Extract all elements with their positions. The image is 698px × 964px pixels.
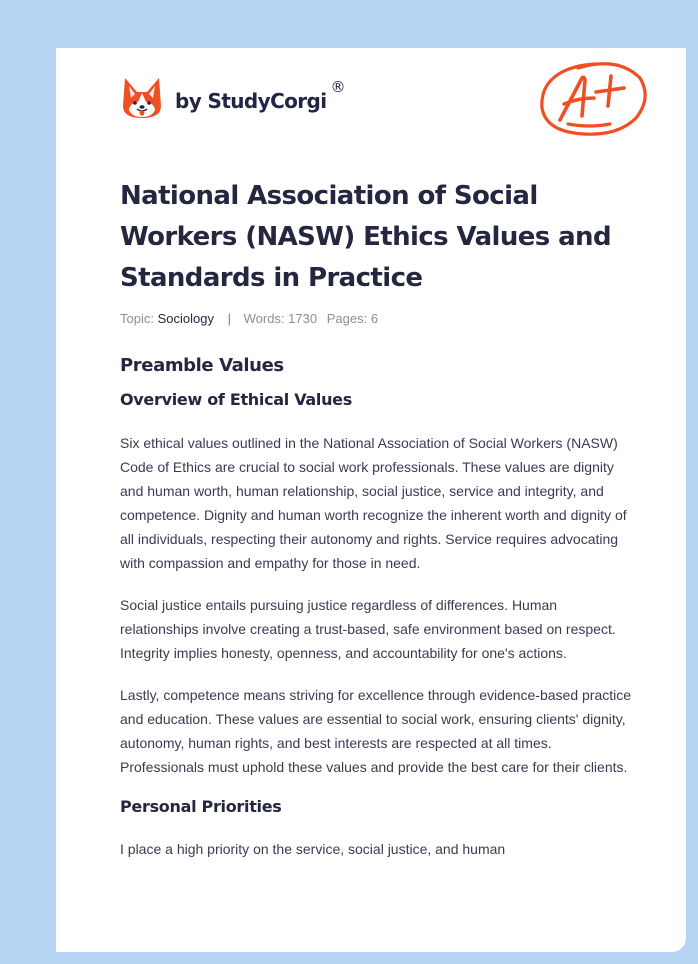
registered-mark: ® (330, 78, 346, 96)
paragraph: Six ethical values outlined in the National Association of Social Workers (NASW) Code of Ethics are crucial to social work professionals. These values are dignity and human worth, human relationship, social justice, service and integrity, and competence. Dignity and human worth recognize the inherent worth and dignity of all individuals, respecting their autonomy and rights. Service requires advocating with compassion and empathy for those in need. (120, 435, 627, 571)
document-meta (120, 311, 378, 326)
words-label: Words: (243, 311, 285, 326)
pages-count: 6 (370, 311, 379, 326)
a-plus-grade-icon (538, 58, 650, 140)
pages-label: Pages: (326, 311, 368, 326)
section-heading: Preamble Values (120, 355, 284, 376)
subsection-heading: Overview of Ethical Values (120, 390, 352, 409)
paragraph: I place a high priority on the service, social justice, and human (120, 841, 506, 857)
topic-label: Topic: (120, 311, 154, 326)
subsection-heading: Personal Priorities (120, 797, 282, 816)
meta-separator: | (227, 311, 231, 326)
paragraph: Social justice entails pursuing justice regardless of differences. Human relationships involve creating a trust-based, safe environment based on respect. Integrity implies honesty, openness, and accountability for one's actions. (120, 597, 616, 661)
corgi-icon (122, 76, 162, 120)
studycorgi-logo[interactable] (122, 76, 346, 120)
document-body (120, 354, 636, 861)
paragraph: Lastly, competence means striving for excellence through evidence-based practice and education. These values are essential to social work, ensuring clients' dignity, autonomy, human rights, and best interests are respected at all times. Professionals must uphold these values and provide the best care for their clients. (120, 687, 632, 775)
brand-name: by StudyCorgi (175, 89, 327, 113)
document-card (56, 48, 686, 952)
words-count: 1730 (288, 311, 318, 326)
document-title: National Association of Social Workers (NASW) Ethics Values and Standards in Practice (120, 181, 611, 293)
topic-link[interactable]: Sociology (157, 311, 214, 326)
